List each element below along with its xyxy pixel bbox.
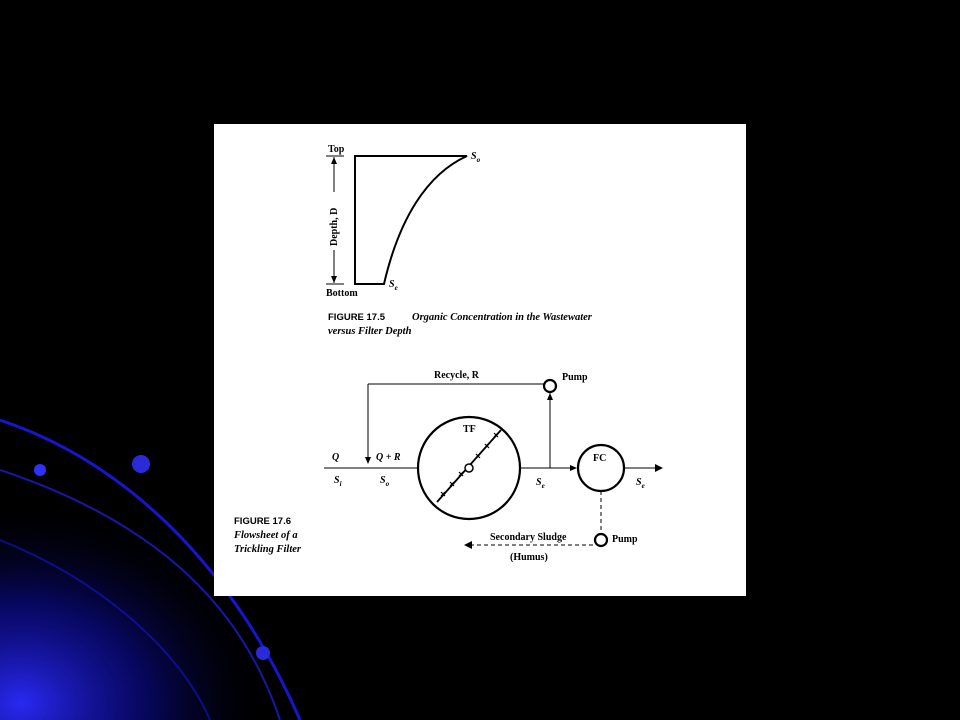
depth-axis-arrow-up xyxy=(331,157,337,164)
q-label: Q xyxy=(332,452,340,463)
sludge-label: Secondary Sludge xyxy=(490,532,567,543)
so-label: $S_o$ xyxy=(471,151,481,164)
background-dot xyxy=(256,646,270,660)
recycle-arrow-down xyxy=(365,457,371,464)
pump-top-icon xyxy=(544,380,556,392)
sludge-outflow-arrow xyxy=(464,541,472,549)
background-dot xyxy=(34,464,46,476)
pump-top-label: Pump xyxy=(562,372,588,383)
figure-17-6-caption-line1: Flowsheet of a xyxy=(234,530,298,541)
figure-panel xyxy=(214,124,746,596)
concentration-profile xyxy=(355,156,467,284)
bottom-label: Bottom xyxy=(326,288,358,299)
fc-inlet-arrow xyxy=(570,465,577,471)
pump-bottom-icon xyxy=(595,534,607,546)
figure-canvas xyxy=(214,124,746,596)
figure-17-5-caption-number: FIGURE 17.5 xyxy=(328,312,386,323)
pump-bottom-label: Pump xyxy=(612,534,638,545)
humus-label: (Humus) xyxy=(510,552,548,563)
se-label-effluent: $S_e$ xyxy=(636,477,645,490)
se-label: $S_e$ xyxy=(389,279,398,292)
si-label: $S_i$ xyxy=(334,475,342,488)
final-clarifier-icon xyxy=(578,445,624,491)
distributor-hub xyxy=(465,464,473,472)
depth-axis-arrow-down xyxy=(331,276,337,283)
recycle-label: Recycle, R xyxy=(434,370,479,381)
figure-17-6-caption-line2: Trickling Filter xyxy=(234,544,301,555)
recycle-riser-arrow xyxy=(547,393,553,400)
top-label: Top xyxy=(328,144,345,155)
figure-17-5 xyxy=(326,144,593,337)
figure-17-6-caption-number: FIGURE 17.6 xyxy=(234,516,292,527)
depth-axis-label: Depth, D xyxy=(329,207,340,246)
fc-label: FC xyxy=(593,453,607,464)
figure-17-5-caption-line1: Organic Concentration in the Wastewater xyxy=(412,312,592,323)
qr-label: Q + R xyxy=(376,452,401,463)
se-label-flow: $S_e$ xyxy=(536,477,545,490)
effluent-arrow xyxy=(655,464,663,472)
background-dot xyxy=(132,455,150,473)
so-label-flow: $S_o$ xyxy=(380,475,390,488)
tf-label: TF xyxy=(463,424,476,435)
figure-17-5-caption-line2: versus Filter Depth xyxy=(328,326,412,337)
figure-17-6 xyxy=(233,370,663,563)
